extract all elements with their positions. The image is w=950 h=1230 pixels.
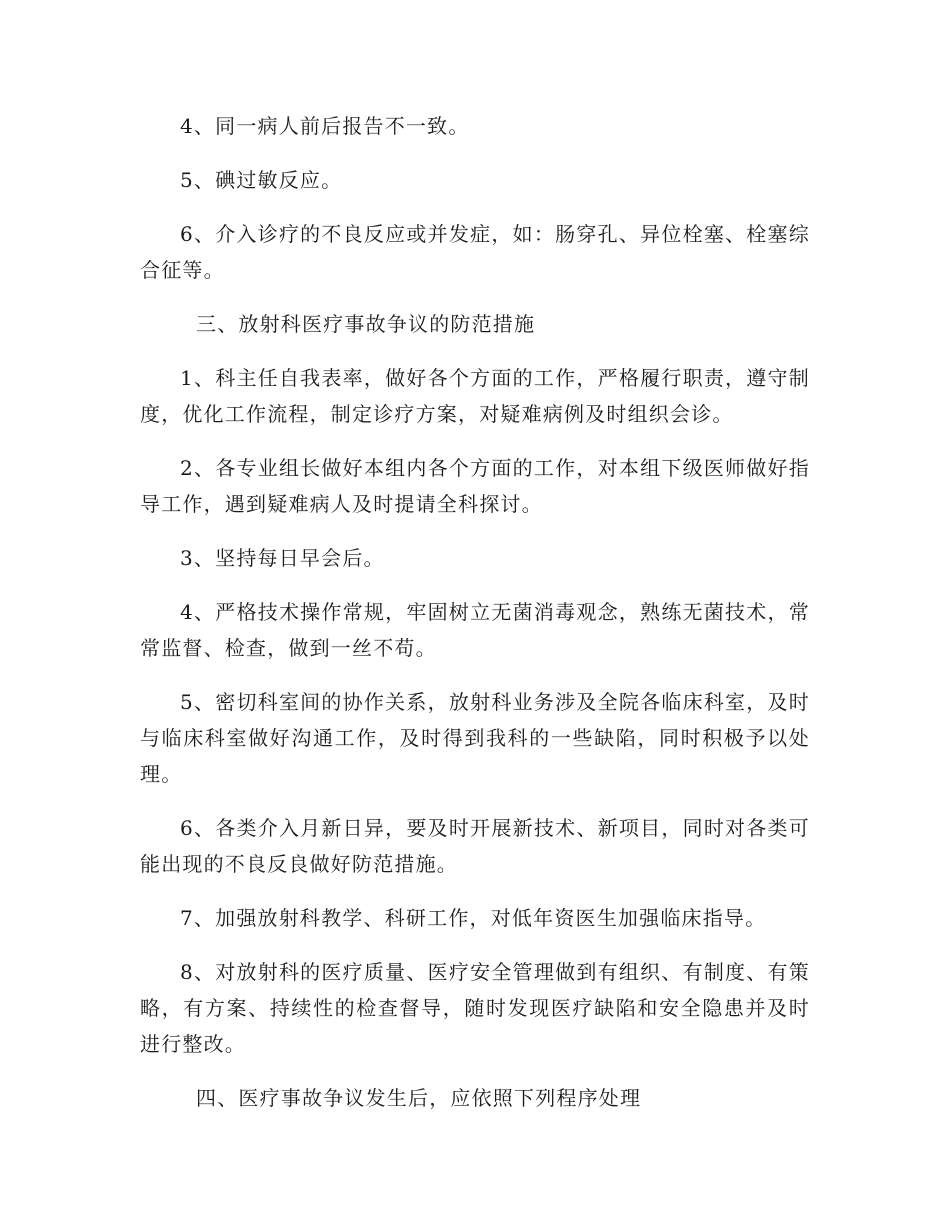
list-item-6-interventional-complications: 6、介入诊疗的不良反应或并发症，如：肠穿孔、异位栓塞、栓塞综合征等。: [140, 222, 810, 282]
section-heading-procedure: 四、医疗事故争议发生后，应依照下列程序处理: [196, 1086, 642, 1110]
measure-item-7: 7、加强放射科教学、科研工作，对低年资医生加强临床指导。: [180, 906, 767, 930]
measure-item-2: 2、各专业组长做好本组内各个方面的工作，对本组下级医师做好指导工作，遇到疑难病人及时提请全科探讨。: [140, 456, 810, 516]
measure-item-6: 6、各类介入月新日异，要及时开展新技术、新项目，同时对各类可能出现的不良反良做好防范措施。: [140, 816, 810, 876]
measure-item-4: 4、严格技术操作常规，牢固树立无菌消毒观念，熟练无菌技术，常常监督、检查，做到一丝不苟。: [140, 600, 810, 660]
measure-item-8: 8、对放射科的医疗质量、医疗安全管理做到有组织、有制度、有策略，有方案、持续性的检查督导，随时发现医疗缺陷和安全隐患并及时进行整改。: [140, 960, 810, 1056]
measure-item-3: 3、坚持每日早会后。: [180, 546, 385, 570]
document-body: [140, 108, 810, 1134]
measure-item-5: 5、密切科室间的协作关系，放射科业务涉及全院各临床科室，及时与临床科室做好沟通工作，及时得到我科的一些缺陷，同时积极予以处理。: [140, 690, 810, 786]
section-heading-prevention-measures: 三、放射科医疗事故争议的防范措施: [196, 312, 536, 336]
measure-item-1: 1、科主任自我表率，做好各个方面的工作，严格履行职责，遵守制度，优化工作流程，制定诊疗方案，对疑难病例及时组织会诊。: [140, 366, 810, 426]
list-item-4-inconsistent-reports: 4、同一病人前后报告不一致。: [180, 114, 470, 138]
list-item-5-iodine-allergy: 5、碘过敏反应。: [180, 168, 343, 192]
